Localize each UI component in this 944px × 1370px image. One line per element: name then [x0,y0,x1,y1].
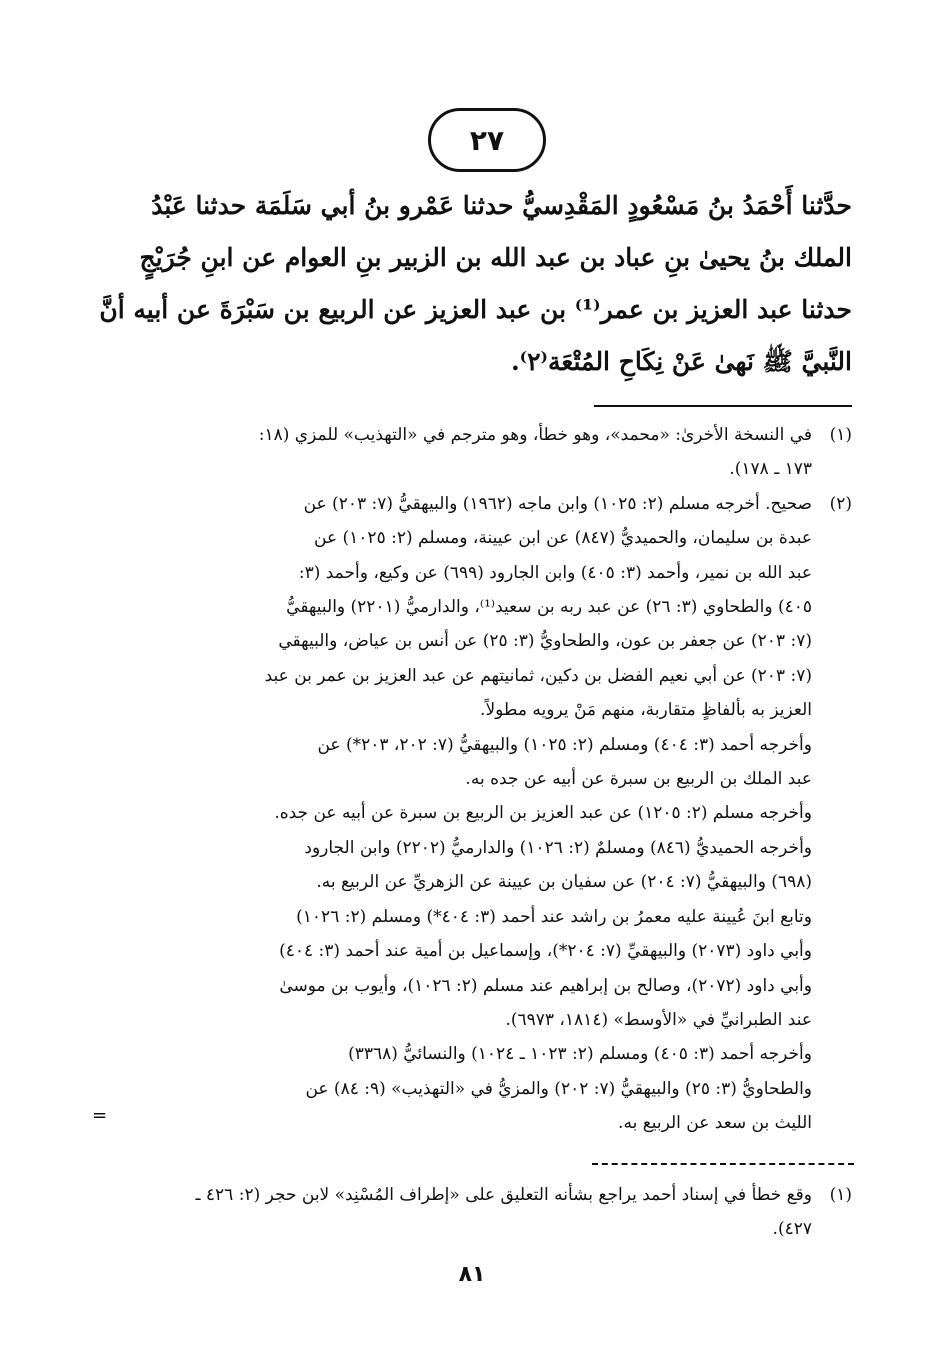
footnote-line: عبد الله بن نمير، وأحمد (٣: ٤٠٥) وابن الجارود (٦٩٩) عن وكيع، وأحمد (٣: [298,562,812,583]
sub-footnotes [104,1178,852,1246]
footnote-number: (١) [829,425,852,445]
page-number: ٨١ [458,1262,486,1287]
footnote-line: العزيز به بألفاظٍ متقاربة، منهم مَنْ يرويه مطولاً. [480,700,812,721]
footnote-line: صحيح. أخرجه مسلم (٢: ١٠٢٥) وابن ماجه (١٩٦٢) والبيهقيُّ (٧: ٢٠٣) عن [303,493,812,514]
footnote-divider [594,405,852,407]
continuation-mark: = [92,1105,108,1126]
footnote-line: وأخرجه أحمد (٣: ٤٠٤) ومسلم (٢: ١٠٢٥) والبيهقيُّ (٧: ٢٠٢، ٢٠٣*) عن [317,734,812,755]
footnote-line: وأخرجه الحميديُّ (٨٤٦) ومسلمٌ (٢: ١٠٢٦) والدارميُّ (٢٢٠٢) وابن الجارود [304,837,812,858]
hadith-number: ٢٧ [469,123,505,157]
hadith-text [100,180,852,388]
footnote-line: عبدة بن سليمان، والحميديُّ (٨٤٧) عن ابن عيينة، ومسلم (٢: ١٠٢٥) عن [314,528,812,549]
footnote-line: وقع خطأ في إسناد أحمد يراجع بشأنه التعليق على «إطراف المُسْنِد» لابن حجر (٢: ٤٢٦ ـ [195,1185,812,1205]
footnote-2 [104,487,852,1141]
footnote-line: والطحاويُّ (٣: ٢٥) والبيهقيُّ (٧: ٢٠٢) والمزيُّ في «التهذيب» (٩: ٨٤) عن [305,1078,812,1099]
hadith-text-line: حدَّثنا أَحْمَدُ بنُ مَسْعُودٍ المَقْدِسيُّ حدثنا عَمْرو بنُ أبي سَلَمَة حدثنا عَبْدُ [151,191,852,220]
footnote-number: (٢) [829,493,852,514]
footnote-line: ٤٢٧). [772,1219,812,1239]
sub-footnote-divider [592,1163,854,1165]
footnote-line: ٤٠٥) والطحاوي (٣: ٢٦) عن عبد ربه بن سعيد⁽¹⁾، والدارميُّ (٢٢٠١) والبيهقيُّ [286,597,812,618]
footnote-line: عبد الملك بن الربيع بن سبرة عن أبيه عن جده به. [465,769,812,790]
sub-footnote-1 [104,1178,852,1246]
footnote-line: وأخرجه أحمد (٣: ٤٠٥) ومسلم (٢: ١٠٢٣ ـ ١٠٢٤) والنسائيُّ (٣٣٦٨) [348,1044,812,1065]
footnote-line: عند الطبرانيِّ في «الأوسط» (١٨١٤، ٦٩٧٣). [505,1009,812,1030]
hadith-number-badge [428,108,546,172]
hadith-text-line: حدثنا عبد العزيز بن عمر⁽¹⁾ بن عبد العزيز عن الربيع بن سَبْرَةَ عن أبيه أنَّ [99,295,852,324]
hadith-text-line: الملك بنُ يحيىٰ بنِ عباد بن عبد الله بن الزبير بنِ العوام عن ابنِ جُرَيْجٍ [139,243,852,272]
footnote-line: في النسخة الأخرىٰ: «محمد»، وهو خطأ، وهو مترجم في «التهذيب» للمزي (١٨: [258,425,812,445]
footnote-line: (٧: ٢٠٣) عن أبي نعيم الفضل بن دكين، ثمانيتهم عن عبد العزيز بن عمر بن عبد [264,665,812,686]
hadith-text-line: النَّبيَّ ﷺ نَهىٰ عَنْ نِكَاحِ المُتْعَة⁽٢⁾. [510,347,852,376]
footnote-line: (٧: ٢٠٣) عن جعفر بن عون، والطحاويُّ (٣: ٢٥) عن أنس بن عياض، والبيهقي [278,631,812,652]
footnote-line: وأبي داود (٢٠٧٣) والبيهقيِّ (٧: ٢٠٤*)، وإسماعيل بن أمية عند أحمد (٣: ٤٠٤) [279,941,812,962]
footnote-1 [104,418,852,487]
footnote-line: وتابع ابنَ عُيينة عليه معمرُ بن راشد عند أحمد (٣: ٤٠٤*) ومسلم (٢: ١٠٢٦) [296,906,812,927]
footnote-line: وأبي داود (٢٠٧٢)، وصالح بن إبراهيم عند مسلم (٢: ١٠٢٦)، وأيوب بن موسىٰ [279,975,812,996]
footnote-line: (٦٩٨) والبيهقيُّ (٧: ٢٠٤) عن سفيان بن عيينة عن الزهريِّ عن الربيع به. [316,872,812,893]
footnote-line: وأخرجه مسلم (٢: ١٢٠٥) عن عبد العزيز بن الربيع بن سبرة عن أبيه عن جده. [274,803,812,824]
footnote-number: (١) [829,1185,852,1205]
footnotes [104,418,852,1141]
footnote-line: ١٧٣ ـ ١٧٨). [729,459,812,480]
footnote-line: الليث بن سعد عن الربيع به. [618,1113,812,1134]
